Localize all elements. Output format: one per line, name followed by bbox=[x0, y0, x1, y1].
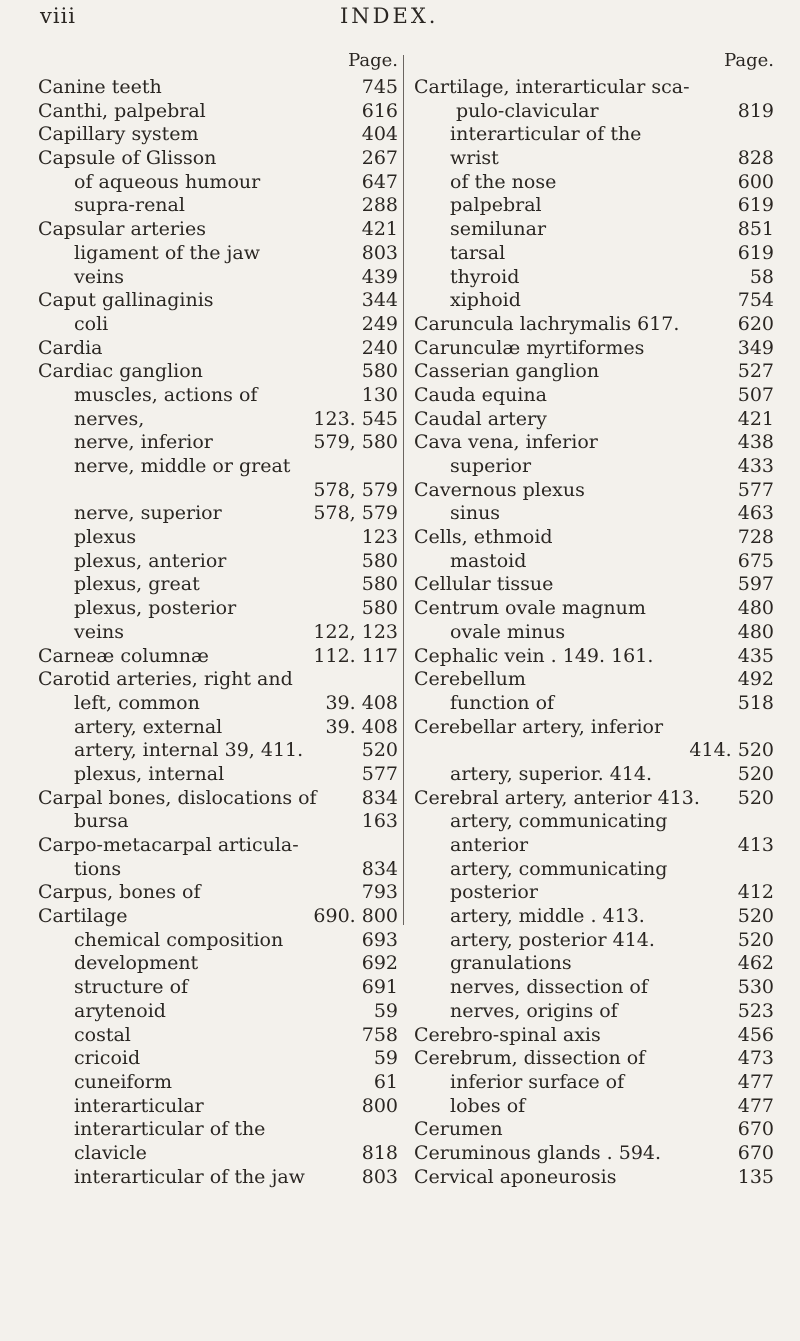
index-page-ref: 421 bbox=[361, 218, 398, 241]
index-term: Cauda equina bbox=[414, 383, 547, 406]
index-page-ref: 728 bbox=[737, 526, 774, 549]
index-entry bbox=[38, 147, 398, 171]
index-term: Carpus, bones of bbox=[38, 881, 201, 904]
index-page-ref: 577 bbox=[737, 478, 774, 501]
index-term: Caruncula lachrymalis 617. bbox=[414, 312, 680, 335]
index-entry bbox=[414, 408, 774, 432]
index-page-ref: 579, 580 bbox=[313, 431, 398, 454]
index-term: Cephalic vein . 149. 161. bbox=[414, 644, 654, 667]
index-entry bbox=[414, 100, 774, 124]
index-term: tarsal bbox=[450, 241, 506, 264]
index-page-ref: 473 bbox=[737, 1047, 774, 1070]
page-header bbox=[0, 0, 800, 50]
index-entry bbox=[38, 1142, 398, 1166]
index-entry bbox=[38, 526, 398, 550]
index-term: supra-renal bbox=[74, 194, 185, 217]
index-entry bbox=[414, 194, 774, 218]
index-term: superior bbox=[450, 455, 532, 477]
index-term: cuneiform bbox=[74, 1070, 173, 1093]
index-page-ref: 691 bbox=[361, 976, 398, 999]
index-term: development bbox=[74, 952, 199, 975]
index-page-ref: 435 bbox=[737, 644, 774, 667]
index-term: plexus, internal bbox=[74, 762, 225, 785]
index-page-ref: 758 bbox=[361, 1023, 398, 1046]
index-term: cricoid bbox=[74, 1047, 141, 1070]
index-page-ref: 800 bbox=[361, 1094, 398, 1117]
index-page-ref: 619 bbox=[737, 194, 774, 217]
index-entry bbox=[38, 1095, 398, 1119]
index-term: artery, middle . 413. bbox=[450, 905, 645, 928]
index-page-ref: 58 bbox=[749, 265, 774, 288]
index-entry bbox=[414, 739, 774, 763]
index-entry bbox=[38, 976, 398, 1000]
index-page-ref: 693 bbox=[361, 928, 398, 951]
index-page-ref: 620 bbox=[737, 312, 774, 335]
index-page-ref: 39. 408 bbox=[325, 715, 398, 738]
index-term: veins bbox=[74, 265, 125, 288]
index-term: posterior bbox=[450, 881, 538, 904]
index-entry bbox=[414, 716, 774, 740]
index-entry bbox=[38, 763, 398, 787]
index-term: Cerebro-spinal axis bbox=[414, 1023, 601, 1046]
index-entry bbox=[414, 621, 774, 645]
index-entry bbox=[414, 502, 774, 526]
index-term: chemical composition bbox=[74, 928, 284, 951]
index-page-ref: 438 bbox=[737, 431, 774, 454]
index-page-ref: 828 bbox=[737, 147, 774, 170]
index-entry bbox=[38, 573, 398, 597]
index-term: muscles, actions of bbox=[74, 383, 258, 406]
index-page-ref: 59 bbox=[373, 1047, 398, 1070]
index-entry bbox=[414, 1071, 774, 1095]
index-entry bbox=[414, 123, 774, 147]
index-page-ref: 520 bbox=[737, 762, 774, 785]
index-entry bbox=[414, 976, 774, 1000]
index-page-ref: 803 bbox=[361, 1165, 398, 1188]
index-term: nerves, dissection of bbox=[450, 976, 648, 999]
index-page-ref: 580 bbox=[361, 549, 398, 572]
index-entry bbox=[38, 787, 398, 811]
index-term: inferior surface of bbox=[450, 1070, 625, 1093]
index-term: palpebral bbox=[450, 194, 542, 217]
index-page-ref: 112. 117 bbox=[313, 644, 398, 667]
index-column-left bbox=[38, 48, 398, 1189]
index-page-ref: 819 bbox=[737, 99, 774, 122]
index-page-ref: 520 bbox=[737, 786, 774, 809]
index-page-ref: 619 bbox=[737, 241, 774, 264]
index-entry bbox=[414, 1000, 774, 1024]
index-page-ref: 61 bbox=[373, 1070, 398, 1093]
index-entry bbox=[414, 1024, 774, 1048]
index-entry bbox=[38, 431, 398, 455]
index-entry bbox=[414, 266, 774, 290]
index-page-ref: 349 bbox=[737, 336, 774, 359]
index-entry bbox=[414, 289, 774, 313]
page-column-heading: Page. bbox=[348, 50, 398, 71]
index-entry bbox=[414, 1142, 774, 1166]
index-term: nerves, origins of bbox=[450, 999, 618, 1022]
index-term: Cerebellum bbox=[414, 668, 526, 691]
index-entry bbox=[38, 1118, 398, 1142]
index-term: veins bbox=[74, 620, 125, 643]
index-term: ovale minus bbox=[450, 620, 566, 643]
index-term: mastoid bbox=[450, 549, 527, 572]
index-page-ref: 527 bbox=[737, 360, 774, 383]
index-term: Carunculæ myrtiformes bbox=[414, 336, 645, 359]
index-entry bbox=[414, 431, 774, 455]
index-term: Canthi, palpebral bbox=[38, 99, 206, 122]
index-entry bbox=[414, 573, 774, 597]
index-entry bbox=[414, 384, 774, 408]
index-page-ref: 520 bbox=[737, 905, 774, 928]
index-entry bbox=[38, 502, 398, 526]
index-term: artery, superior. 414. bbox=[450, 762, 653, 785]
index-page-ref: 249 bbox=[361, 312, 398, 335]
index-entry bbox=[38, 692, 398, 716]
index-entry bbox=[38, 621, 398, 645]
index-page-ref: 122, 123 bbox=[313, 620, 398, 643]
index-entry bbox=[38, 242, 398, 266]
index-term: tions bbox=[74, 857, 122, 880]
index-term: plexus, great bbox=[74, 573, 200, 596]
index-term: Cellular tissue bbox=[414, 573, 554, 596]
index-term: interarticular bbox=[74, 1094, 204, 1117]
index-page-ref: 675 bbox=[737, 549, 774, 572]
index-entry bbox=[38, 1024, 398, 1048]
index-page-ref: 433 bbox=[737, 455, 774, 477]
index-column-right bbox=[414, 48, 774, 1189]
index-term: Cartilage, interarticular sca- bbox=[414, 76, 690, 98]
index-page-ref: 123 bbox=[361, 526, 398, 549]
index-entry bbox=[38, 100, 398, 124]
index-page-ref: 163 bbox=[361, 810, 398, 833]
index-page-ref: 456 bbox=[737, 1023, 774, 1046]
index-entry bbox=[38, 337, 398, 361]
index-entry bbox=[38, 716, 398, 740]
index-page-ref: 288 bbox=[361, 194, 398, 217]
index-entry bbox=[414, 360, 774, 384]
index-page-ref: 580 bbox=[361, 597, 398, 620]
index-entry bbox=[38, 739, 398, 763]
index-term: nerves, bbox=[74, 407, 145, 430]
page-column-heading: Page. bbox=[724, 50, 774, 71]
index-entry bbox=[38, 360, 398, 384]
index-page-ref: 580 bbox=[361, 360, 398, 383]
index-term: Cava vena, inferior bbox=[414, 431, 598, 454]
index-term: ligament of the jaw bbox=[74, 241, 260, 264]
index-page-ref: 492 bbox=[737, 668, 774, 691]
index-page-ref: 523 bbox=[737, 999, 774, 1022]
index-page-ref: 690. 800 bbox=[313, 905, 398, 928]
index-term: left, common bbox=[74, 691, 200, 714]
index-page-ref: 580 bbox=[361, 573, 398, 596]
index-page-ref: 480 bbox=[737, 620, 774, 643]
index-term: interarticular of the bbox=[74, 1118, 266, 1141]
index-term: pulo-clavicular bbox=[456, 99, 599, 122]
index-entry bbox=[38, 266, 398, 290]
index-entry bbox=[38, 218, 398, 242]
index-entry bbox=[414, 147, 774, 171]
index-entry bbox=[38, 1000, 398, 1024]
index-page-ref: 123. 545 bbox=[313, 407, 398, 430]
index-entry bbox=[414, 313, 774, 337]
index-term: interarticular of the jaw bbox=[74, 1165, 305, 1188]
index-term: Carneæ columnæ bbox=[38, 644, 209, 667]
index-page-ref: 439 bbox=[361, 265, 398, 288]
index-term: of the nose bbox=[450, 170, 557, 193]
index-entry bbox=[38, 929, 398, 953]
index-term: artery, communicating bbox=[450, 857, 668, 880]
index-page-ref: 59 bbox=[373, 999, 398, 1022]
index-term: structure of bbox=[74, 976, 189, 999]
index-entry bbox=[414, 550, 774, 574]
index-term: costal bbox=[74, 1023, 131, 1046]
index-entry bbox=[38, 905, 398, 929]
index-entry bbox=[414, 834, 774, 858]
index-term: of aqueous humour bbox=[74, 170, 261, 193]
index-entry bbox=[38, 1166, 398, 1190]
index-entry bbox=[38, 76, 398, 100]
index-entry bbox=[38, 479, 398, 503]
index-page-ref: 480 bbox=[737, 597, 774, 620]
index-term: bursa bbox=[74, 810, 129, 833]
index-entry bbox=[414, 881, 774, 905]
index-page-ref: 404 bbox=[361, 123, 398, 146]
index-entry bbox=[414, 1118, 774, 1142]
index-entry bbox=[38, 313, 398, 337]
index-term: lobes of bbox=[450, 1094, 526, 1117]
index-entry bbox=[38, 597, 398, 621]
index-term: granulations bbox=[450, 952, 572, 975]
index-entry bbox=[414, 692, 774, 716]
index-term: interarticular of the bbox=[450, 123, 642, 146]
column-divider bbox=[403, 55, 404, 925]
index-page-ref: 520 bbox=[361, 739, 398, 762]
index-term: plexus bbox=[74, 526, 137, 549]
index-entry bbox=[414, 858, 774, 882]
index-term: plexus, anterior bbox=[74, 549, 227, 572]
index-term: Capsule of Glisson bbox=[38, 147, 217, 170]
index-page-ref: 130 bbox=[361, 383, 398, 406]
index-entry bbox=[38, 408, 398, 432]
index-term: Cardiac ganglion bbox=[38, 360, 203, 383]
index-term: Carpo-metacarpal articula- bbox=[38, 834, 299, 856]
index-entry bbox=[414, 597, 774, 621]
index-page-ref: 240 bbox=[361, 336, 398, 359]
index-page-ref: 597 bbox=[737, 573, 774, 596]
index-entry bbox=[38, 123, 398, 147]
index-entry bbox=[414, 668, 774, 692]
index-entry bbox=[414, 1166, 774, 1190]
index-entry bbox=[38, 171, 398, 195]
index-page-ref: 692 bbox=[361, 952, 398, 975]
index-term: Ceruminous glands . 594. bbox=[414, 1141, 662, 1164]
index-entry bbox=[414, 929, 774, 953]
index-term: Cervical aponeurosis bbox=[414, 1165, 617, 1188]
index-term: Centrum ovale magnum bbox=[414, 597, 646, 620]
index-entry bbox=[414, 905, 774, 929]
running-title: INDEX. bbox=[340, 4, 439, 28]
index-page-ref: 578, 579 bbox=[313, 478, 398, 501]
index-entry bbox=[38, 455, 398, 479]
index-page-ref: 851 bbox=[737, 218, 774, 241]
index-term: artery, posterior 414. bbox=[450, 928, 655, 951]
index-entry bbox=[38, 834, 398, 858]
index-page-ref: 745 bbox=[361, 76, 398, 98]
index-page-ref: 578, 579 bbox=[313, 502, 398, 525]
index-page-ref: 477 bbox=[737, 1070, 774, 1093]
index-entry bbox=[414, 479, 774, 503]
index-entry bbox=[414, 455, 774, 479]
index-page-ref: 530 bbox=[737, 976, 774, 999]
index-term: Canine teeth bbox=[38, 76, 162, 98]
index-entry bbox=[414, 218, 774, 242]
index-term: Cartilage bbox=[38, 905, 128, 928]
index-page-ref: 818 bbox=[361, 1141, 398, 1164]
index-term: artery, internal 39, 411. bbox=[74, 739, 304, 762]
index-page-ref: 834 bbox=[361, 857, 398, 880]
index-page-ref: 477 bbox=[737, 1094, 774, 1117]
index-entry bbox=[38, 645, 398, 669]
index-term: Cerebral artery, anterior 413. bbox=[414, 786, 700, 809]
index-term: sinus bbox=[450, 502, 501, 525]
index-term: Capillary system bbox=[38, 123, 199, 146]
index-page-ref: 803 bbox=[361, 241, 398, 264]
index-entry bbox=[414, 1095, 774, 1119]
index-entry bbox=[414, 763, 774, 787]
index-term: function of bbox=[450, 691, 555, 714]
index-term: nerve, superior bbox=[74, 502, 222, 525]
index-term: Cardia bbox=[38, 336, 103, 359]
index-term: nerve, middle or great bbox=[74, 455, 291, 477]
index-page-ref: 518 bbox=[737, 691, 774, 714]
index-entry bbox=[38, 384, 398, 408]
index-term: artery, external bbox=[74, 715, 223, 738]
index-term: Cerumen bbox=[414, 1118, 503, 1141]
index-entry bbox=[414, 337, 774, 361]
index-page-ref: 834 bbox=[361, 786, 398, 809]
index-entry bbox=[38, 810, 398, 834]
index-term: Carotid arteries, right and bbox=[38, 668, 293, 691]
index-entry bbox=[414, 242, 774, 266]
index-term: Cerebellar artery, inferior bbox=[414, 715, 664, 738]
index-term: xiphoid bbox=[450, 289, 521, 312]
index-entry bbox=[38, 952, 398, 976]
index-page-ref: 267 bbox=[361, 147, 398, 170]
index-entry bbox=[38, 550, 398, 574]
index-page-ref: 577 bbox=[361, 762, 398, 785]
index-entry bbox=[38, 668, 398, 692]
index-term: thyroid bbox=[450, 265, 520, 288]
index-entry bbox=[38, 289, 398, 313]
index-page-ref: 600 bbox=[737, 170, 774, 193]
index-page-ref: 413 bbox=[737, 834, 774, 856]
index-page-ref: 793 bbox=[361, 881, 398, 904]
index-term: nerve, inferior bbox=[74, 431, 213, 454]
index-term: wrist bbox=[450, 147, 499, 170]
index-entry bbox=[38, 1071, 398, 1095]
index-term: Capsular arteries bbox=[38, 218, 206, 241]
index-term: semilunar bbox=[450, 218, 547, 241]
index-page-ref: 520 bbox=[737, 928, 774, 951]
index-term: Caput gallinaginis bbox=[38, 289, 214, 312]
index-entry bbox=[38, 881, 398, 905]
index-entry bbox=[38, 1047, 398, 1071]
index-page-ref: 670 bbox=[737, 1141, 774, 1164]
index-entry bbox=[38, 858, 398, 882]
index-entry bbox=[414, 645, 774, 669]
index-page-ref: 39. 408 bbox=[325, 691, 398, 714]
index-term: artery, communicating bbox=[450, 810, 668, 833]
index-page-ref: 135 bbox=[737, 1165, 774, 1188]
index-term: Cerebrum, dissection of bbox=[414, 1047, 646, 1070]
index-entry bbox=[414, 810, 774, 834]
index-entry bbox=[414, 1047, 774, 1071]
index-entry bbox=[414, 76, 774, 100]
index-term: coli bbox=[74, 312, 109, 335]
index-term: anterior bbox=[450, 834, 529, 856]
index-page-ref: 462 bbox=[737, 952, 774, 975]
index-page-ref: 463 bbox=[737, 502, 774, 525]
index-page-ref: 344 bbox=[361, 289, 398, 312]
index-page-ref: 754 bbox=[737, 289, 774, 312]
index-entry bbox=[414, 526, 774, 550]
index-term: clavicle bbox=[74, 1141, 147, 1164]
index-term: plexus, posterior bbox=[74, 597, 237, 620]
index-page-ref: 421 bbox=[737, 407, 774, 430]
index-page-ref: 414. 520 bbox=[689, 739, 774, 762]
index-entry bbox=[414, 171, 774, 195]
index-page-ref: 647 bbox=[361, 170, 398, 193]
index-page-ref: 670 bbox=[737, 1118, 774, 1141]
index-term: Carpal bones, dislocations of bbox=[38, 786, 317, 809]
index-term: Casserian ganglion bbox=[414, 360, 600, 383]
index-entry bbox=[38, 194, 398, 218]
index-term: Cavernous plexus bbox=[414, 478, 585, 501]
index-entry bbox=[414, 787, 774, 811]
index-page-ref: 616 bbox=[361, 99, 398, 122]
page-number: viii bbox=[40, 4, 77, 28]
index-term: Cells, ethmoid bbox=[414, 526, 553, 549]
index-term: Caudal artery bbox=[414, 407, 547, 430]
index-entry bbox=[414, 952, 774, 976]
index-term: arytenoid bbox=[74, 999, 166, 1022]
index-page-ref: 412 bbox=[737, 881, 774, 904]
index-page-ref: 507 bbox=[737, 383, 774, 406]
